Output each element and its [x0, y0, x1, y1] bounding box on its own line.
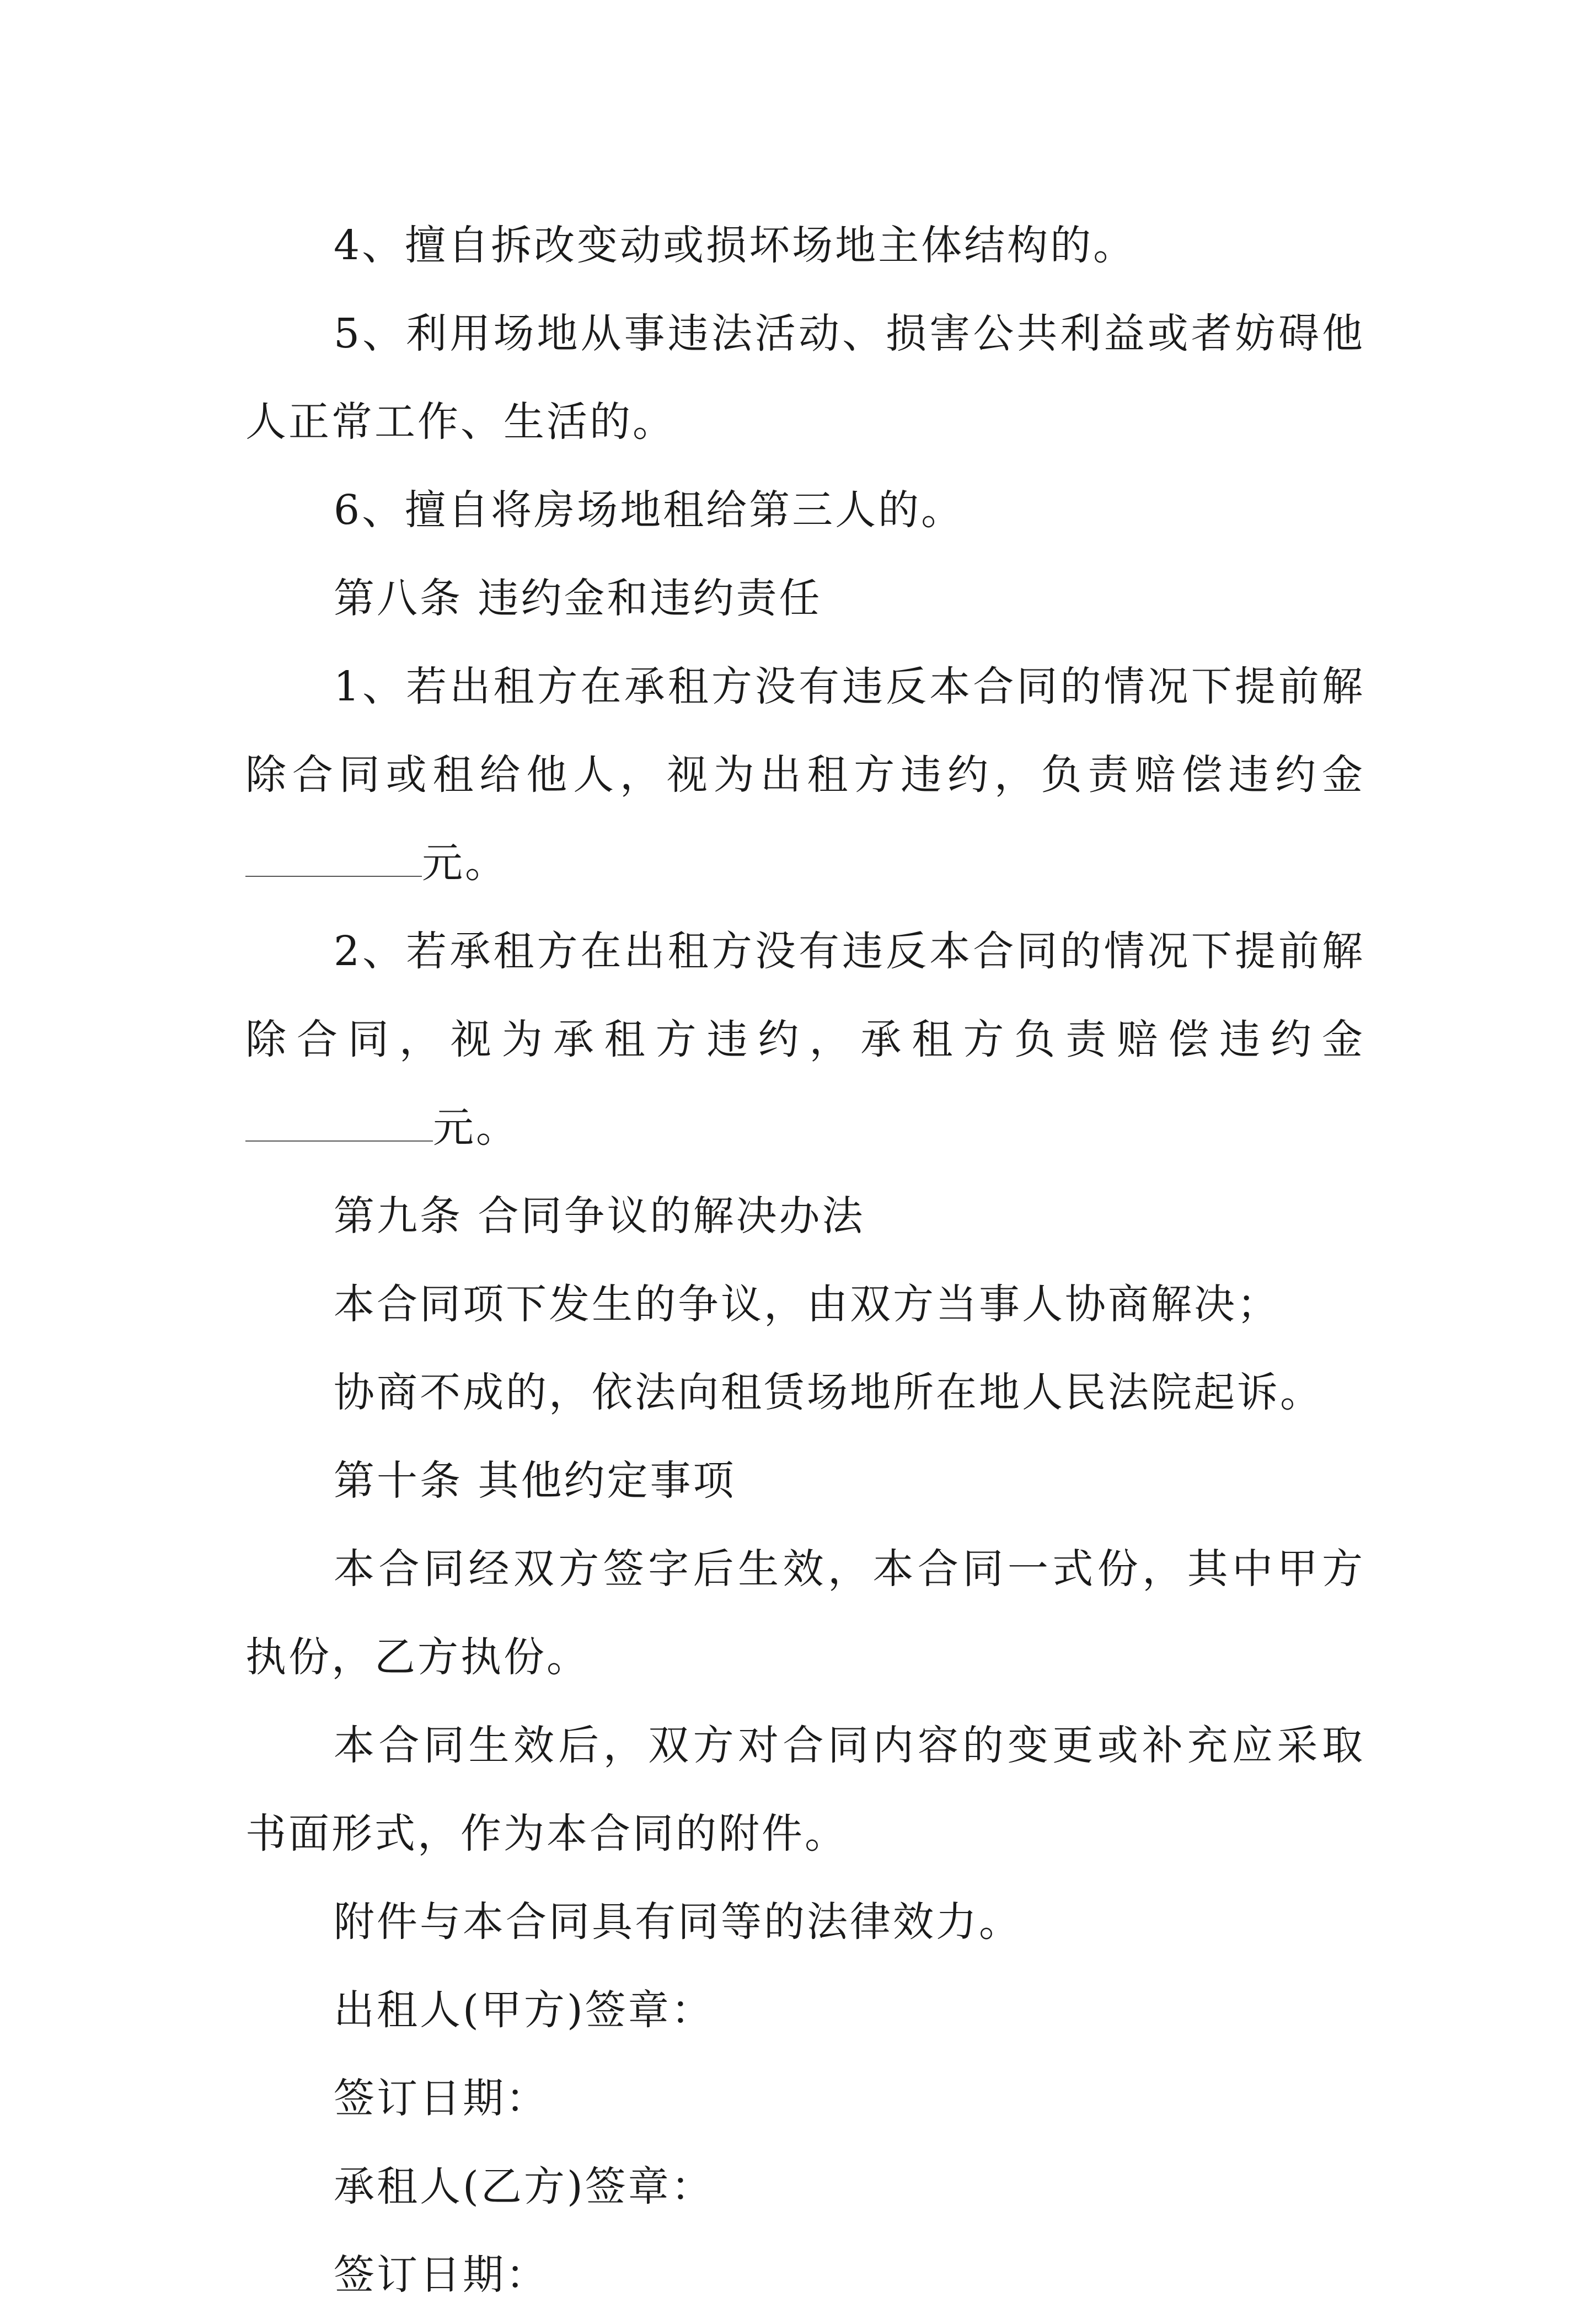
penalty-amount-blank — [245, 875, 422, 877]
article-10-line-2: 本合同生效后，双方对合同内容的变更或补充应采取书面形式，作为本合同的附件。 — [245, 1722, 1365, 1857]
lessee-signature-label: 承租人(乙方)签章： — [334, 2163, 714, 2210]
article-8-clause-2 — [245, 907, 1365, 1172]
lessor-date-label: 签订日期： — [334, 2075, 549, 2122]
article-10-line-1: 本合同经双方签字后生效，本合同一式份，其中甲方执份，乙方执份。 — [245, 1545, 1365, 1681]
article-9-line-2: 协商不成的，依法向租赁场地所在地人民法院起诉。 — [334, 1369, 1323, 1416]
article-9-line-1: 本合同项下发生的争议，由双方当事人协商解决； — [334, 1281, 1280, 1328]
clause-text: 2、若承租方在出租方没有违反本合同的情况下提前解除合同，视为承租方违约，承租方负责赔偿违约金 — [245, 928, 1365, 1063]
penalty-amount-blank — [245, 1140, 433, 1142]
article-10-heading: 第十条 其他约定事项 — [334, 1457, 736, 1504]
lessor-signature-label: 出租人(甲方)签章： — [334, 1986, 714, 2034]
clause-item-6: 6、擅自将房场地租给第三人的。 — [334, 486, 965, 534]
lessee-date-label: 签订日期： — [334, 2251, 549, 2299]
document-body — [245, 201, 1365, 2319]
currency-unit: 元。 — [433, 1104, 519, 1152]
clause-text: 1、若出租方在承租方没有违反本合同的情况下提前解除合同或租给他人，视为出租方违约，负责赔偿违约金 — [245, 663, 1365, 799]
article-8-heading: 第八条 违约金和违约责任 — [334, 575, 822, 622]
clause-item-4: 4、擅自拆改变动或损坏场地主体结构的。 — [334, 222, 1137, 269]
clause-item-5: 5、利用场地从事违法活动、损害公共利益或者妨碍他人正常工作、生活的。 — [245, 310, 1365, 446]
article-10-line-3: 附件与本合同具有同等的法律效力。 — [334, 1898, 1022, 1946]
currency-unit: 元。 — [422, 839, 508, 887]
article-8-clause-1 — [245, 642, 1365, 907]
article-9-heading: 第九条 合同争议的解决办法 — [334, 1192, 865, 1240]
